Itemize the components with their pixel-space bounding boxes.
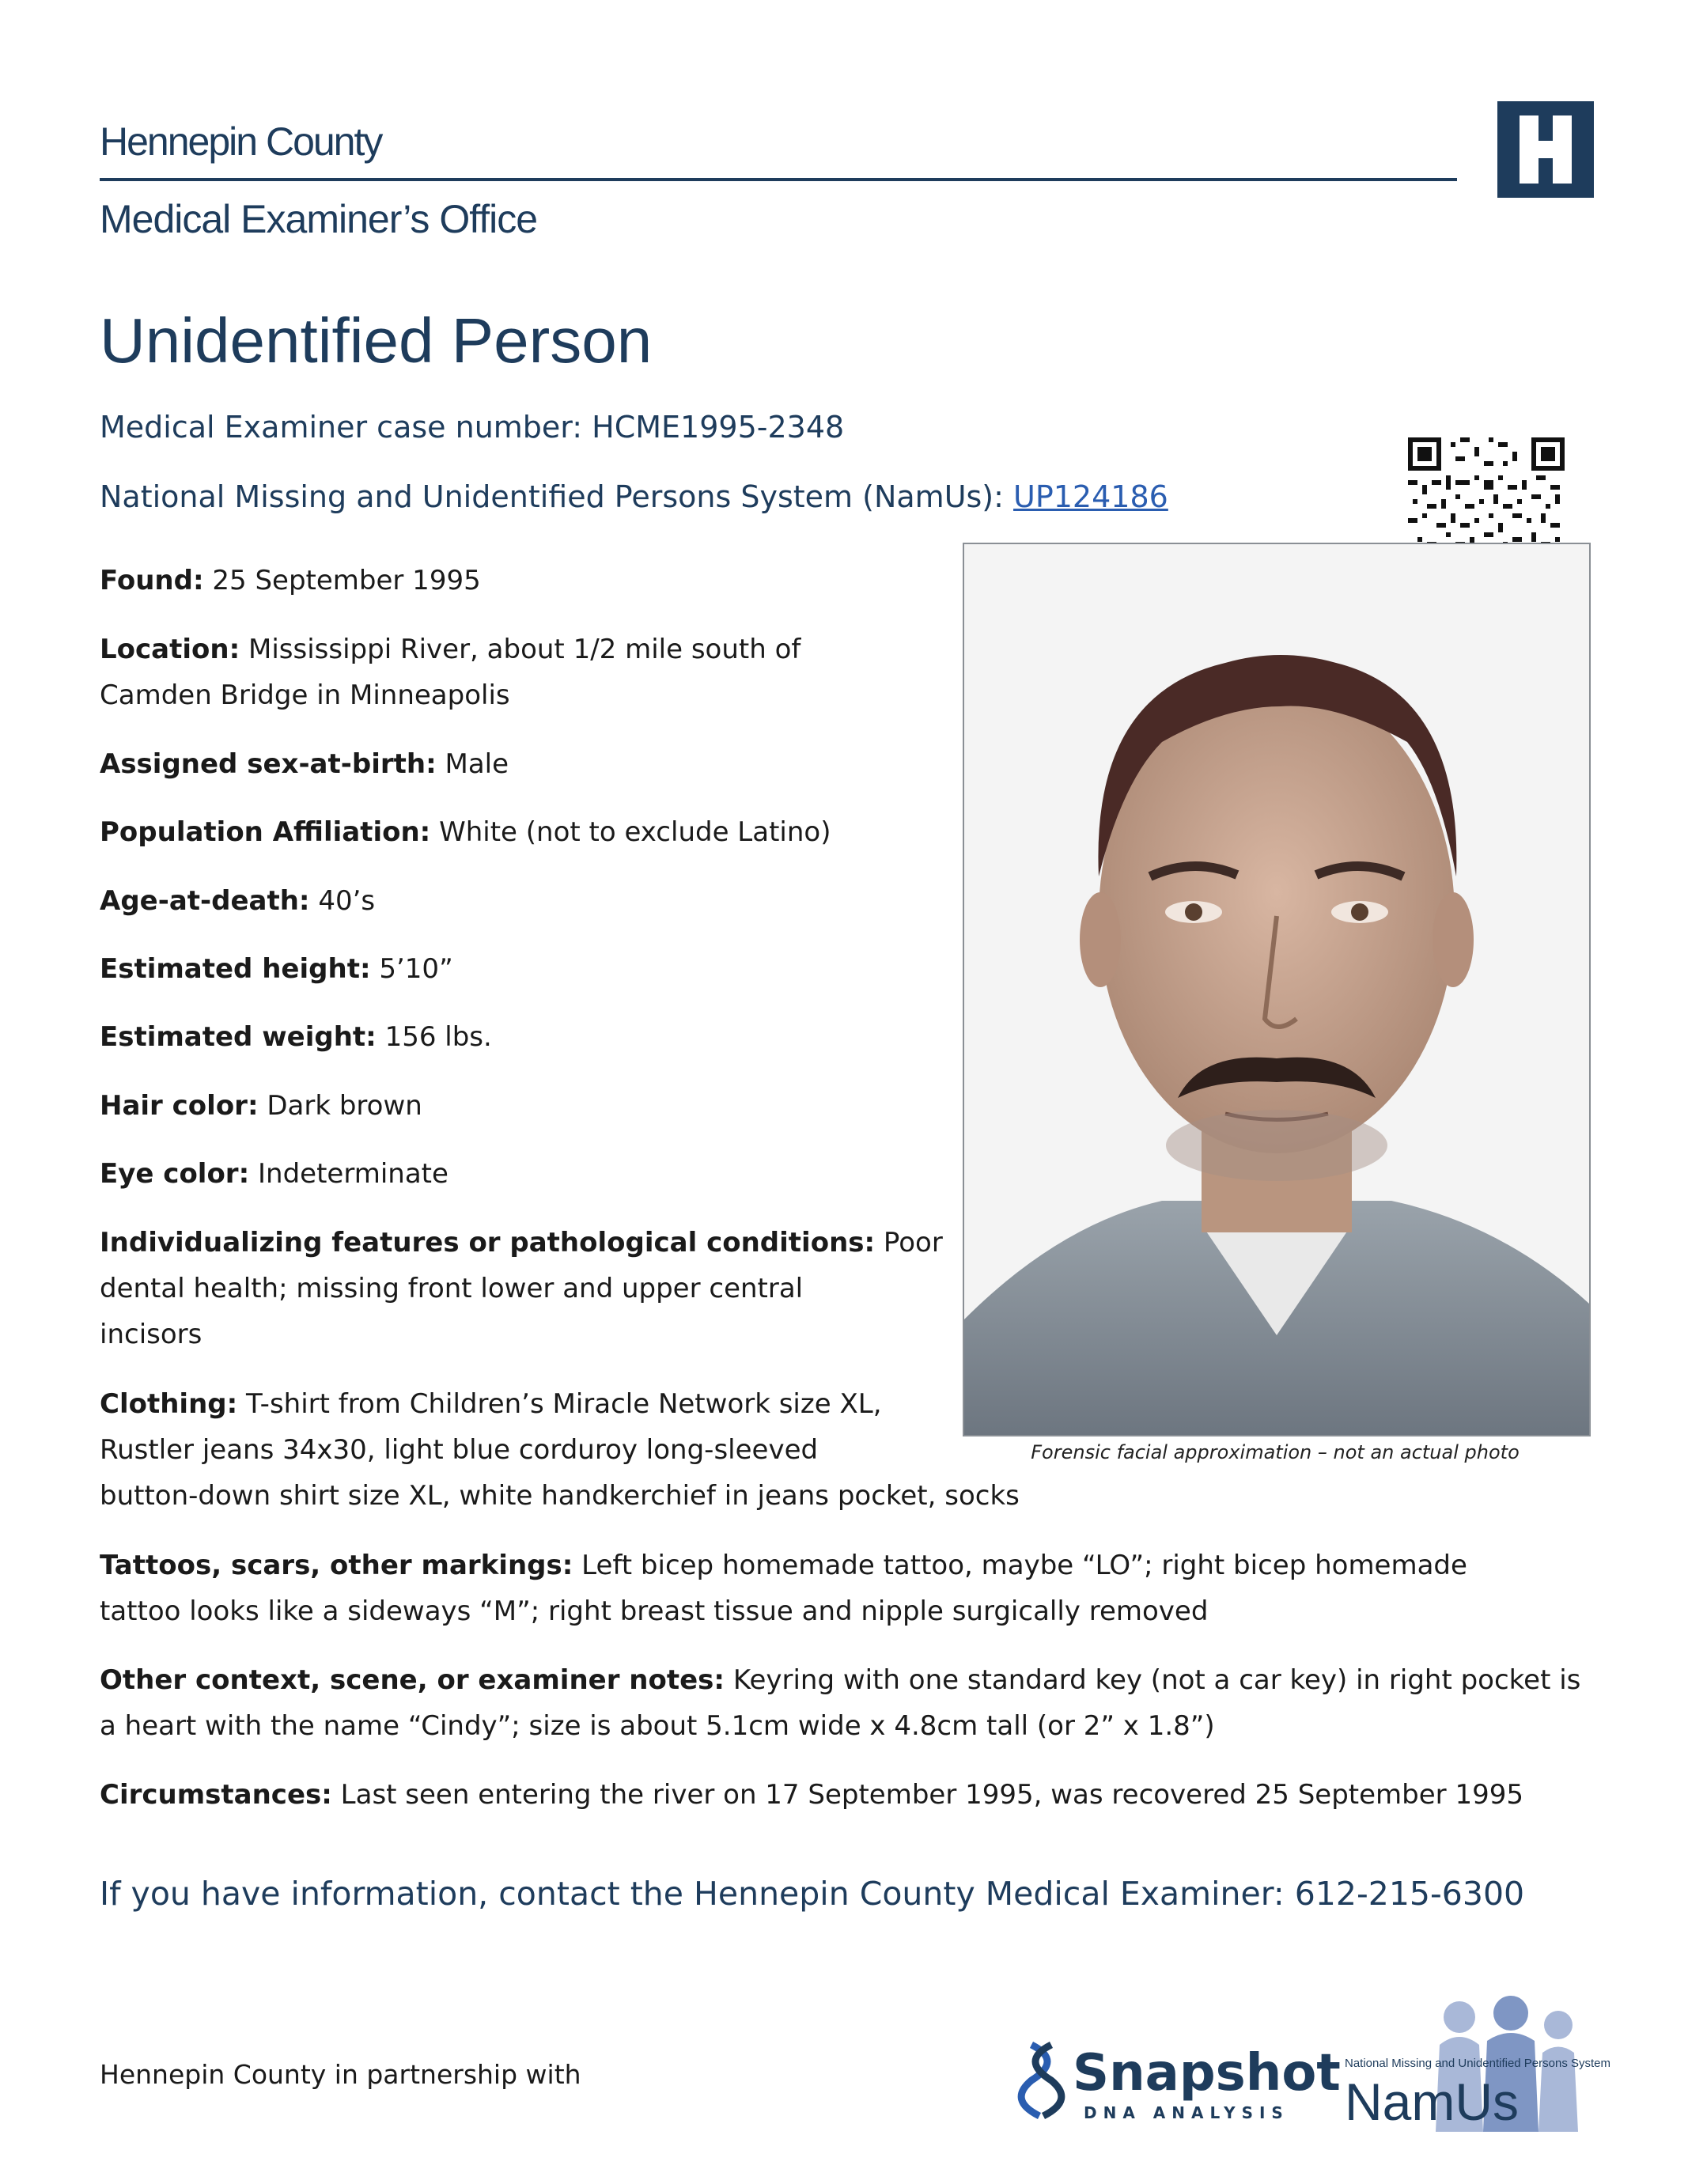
hennepin-h-logo-icon <box>1497 101 1594 198</box>
namus-case-link[interactable]: UP124186 <box>1013 479 1168 514</box>
field-value: 5’10” <box>379 953 453 985</box>
namus-label: National Missing and Unidentified Persons System (NamUs): <box>100 479 1004 514</box>
field-label: Location: <box>100 634 240 665</box>
field-label: Found: <box>100 565 204 596</box>
field-value: 156 lbs. <box>384 1021 492 1053</box>
namus-tagline: National Missing and Unidentified Persons System <box>1345 2057 1610 2070</box>
field-clothing <box>100 1381 1020 1519</box>
namus-logo <box>1341 1997 1610 2132</box>
snapshot-name: Snapshot <box>1073 2044 1341 2103</box>
field-value: T-shirt from Children’s Miracle Network size XL, <box>246 1388 882 1420</box>
field-value: Camden Bridge in Minneapolis <box>100 679 510 711</box>
field-circumstances <box>100 1772 1523 1818</box>
field-tattoos <box>100 1542 1467 1634</box>
field-value: Dark brown <box>267 1090 422 1122</box>
field-value: Mississippi River, about 1/2 mile south of <box>248 634 801 665</box>
field-label: Circumstances: <box>100 1779 332 1811</box>
field-label: Individualizing features or pathological conditions: <box>100 1227 876 1259</box>
field-label: Other context, scene, or examiner notes: <box>100 1664 725 1696</box>
field-value: incisors <box>100 1319 202 1350</box>
field-value: Indeterminate <box>258 1158 448 1190</box>
brand-name: Hennepin County <box>100 119 382 164</box>
field-value: White (not to exclude Latino) <box>439 816 831 848</box>
field-sex <box>100 741 509 787</box>
field-value: 25 September 1995 <box>212 565 481 596</box>
portrait-image <box>963 543 1591 1436</box>
field-value: Rustler jeans 34x30, light blue corduroy long-sleeved <box>100 1434 819 1466</box>
field-value: button-down shirt size XL, white handkerchief in jeans pocket, socks <box>100 1480 1020 1512</box>
field-weight <box>100 1014 492 1060</box>
namus-name: NamUs <box>1345 2072 1520 2131</box>
case-number-value: HCME1995-2348 <box>592 410 845 445</box>
field-label: Assigned sex-at-birth: <box>100 748 437 780</box>
field-found <box>100 558 481 604</box>
namus-line <box>100 479 1168 514</box>
office-name: Medical Examiner’s Office <box>100 197 538 241</box>
field-height <box>100 946 453 992</box>
facial-approximation-illustration <box>964 544 1589 1435</box>
portrait-caption: Forensic facial approximation – not an actual photo <box>1031 1441 1520 1463</box>
field-label: Age-at-death: <box>100 885 310 917</box>
field-label: Hair color: <box>100 1090 259 1122</box>
contact-line: If you have information, contact the Hennepin County Medical Examiner: 612-215-6300 <box>100 1875 1525 1913</box>
case-number-label: Medical Examiner case number: <box>100 410 583 445</box>
field-hair <box>100 1083 422 1129</box>
header-divider <box>100 178 1457 181</box>
field-label: Population Affiliation: <box>100 816 431 848</box>
field-value: tattoo looks like a sideways “M”; right breast tissue and nipple surgically removed <box>100 1595 1209 1627</box>
field-value: Male <box>445 748 509 780</box>
page-title: Unidentified Person <box>100 305 653 376</box>
snapshot-logo <box>1016 2033 1341 2128</box>
field-label: Estimated weight: <box>100 1021 377 1053</box>
field-population <box>100 809 831 855</box>
partner-text: Hennepin County in partnership with <box>100 2059 581 2090</box>
field-value: Left bicep homemade tattoo, maybe “LO”; right bicep homemade <box>581 1550 1467 1581</box>
field-eye <box>100 1151 448 1197</box>
field-value: dental health; missing front lower and upper central <box>100 1273 804 1304</box>
field-value: a heart with the name “Cindy”; size is about 5.1cm wide x 4.8cm tall (or 2” x 1.8”) <box>100 1710 1215 1742</box>
case-number-line <box>100 410 844 445</box>
field-label: Clothing: <box>100 1388 238 1420</box>
field-value: Last seen entering the river on 17 September 1995, was recovered 25 September 1995 <box>340 1779 1523 1811</box>
field-features <box>100 1220 943 1357</box>
field-value: Keyring with one standard key (not a car key) in right pocket is <box>732 1664 1581 1696</box>
field-label: Eye color: <box>100 1158 250 1190</box>
dna-helix-icon <box>1021 2045 1062 2116</box>
field-location <box>100 626 800 718</box>
field-notes <box>100 1657 1580 1749</box>
field-value: Poor <box>883 1227 943 1259</box>
field-label: Estimated height: <box>100 953 371 985</box>
snapshot-tagline: DNA ANALYSIS <box>1084 2103 1289 2122</box>
field-label: Tattoos, scars, other markings: <box>100 1550 573 1581</box>
field-age <box>100 878 375 924</box>
field-value: 40’s <box>318 885 376 917</box>
